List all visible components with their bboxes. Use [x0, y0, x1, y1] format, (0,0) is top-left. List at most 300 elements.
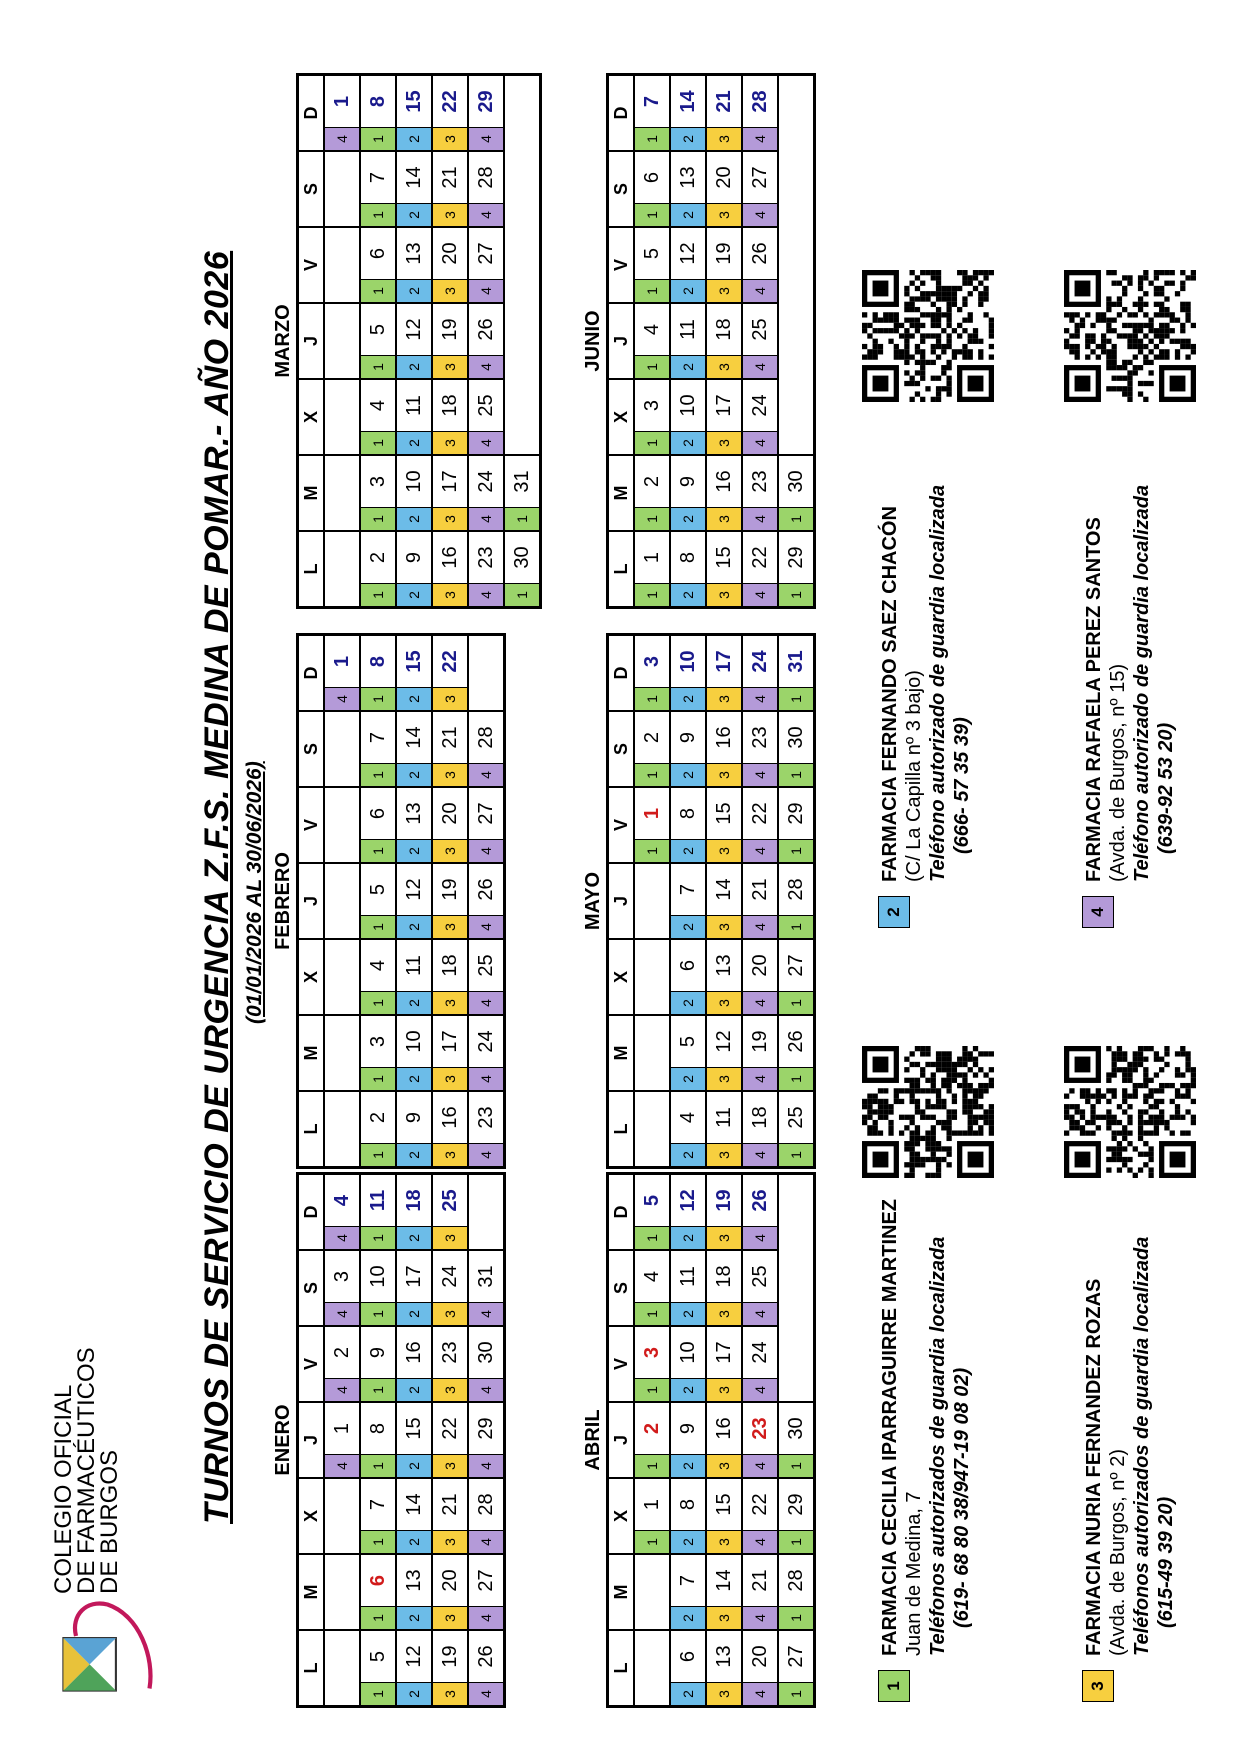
day-cell [742, 1174, 778, 1251]
org-line: DE FARMACÉUTICOS [73, 1347, 100, 1594]
turn-number: 4 [469, 1067, 503, 1090]
turn-number: 4 [469, 915, 503, 938]
pharmacy-name: FARMACIA NURIA FERNANDEZ ROZAS [1083, 1278, 1105, 1656]
day-number: 9 [676, 731, 699, 744]
day-cell [396, 531, 432, 608]
month-enero [270, 1172, 506, 1708]
day-cell [432, 455, 468, 531]
day-cell [360, 1402, 396, 1478]
day-number: 31 [784, 650, 807, 673]
day-cell [706, 863, 742, 939]
day-cell [432, 1478, 468, 1554]
day-cell [742, 455, 778, 531]
empty-cell [324, 863, 360, 939]
month-name: ABRIL [582, 1409, 604, 1471]
day-cell [396, 1554, 432, 1630]
day-number: 5 [640, 247, 663, 260]
day-cell [360, 787, 396, 863]
day-number: 3 [640, 655, 663, 668]
day-cell [634, 711, 670, 787]
turn-number: 3 [707, 1378, 741, 1401]
qr-code-pharmacy-3[interactable] [1064, 1046, 1196, 1178]
turn-number: 3 [433, 687, 467, 710]
day-number: 14 [402, 726, 425, 749]
day-number: 12 [402, 318, 425, 341]
turn-number: 3 [433, 279, 467, 302]
day-cell [360, 151, 396, 227]
day-number: 15 [712, 802, 735, 825]
turn-number: 2 [671, 1143, 705, 1166]
day-cell [432, 1091, 468, 1168]
weekday-header: S [298, 151, 325, 227]
turn-number: 1 [361, 1682, 395, 1705]
phone-label: Teléfonos autorizados de guardia localizada [927, 1236, 949, 1656]
day-cell [360, 939, 396, 1015]
day-number: 13 [402, 1569, 425, 1592]
month-mayo [580, 633, 816, 1169]
day-cell [360, 1326, 396, 1402]
empty-cell [324, 151, 360, 227]
turn-number: 1 [361, 1302, 395, 1325]
pharmacy-address: (Avda. de Burgos, nº 2) [1107, 1448, 1129, 1656]
day-cell [706, 1250, 742, 1326]
turn-number: 1 [635, 839, 669, 862]
qr-code-pharmacy-2[interactable] [862, 270, 994, 402]
day-cell [742, 531, 778, 608]
turn-number: 2 [397, 763, 431, 786]
day-number: 4 [366, 959, 389, 972]
month-name: FEBRERO [272, 852, 294, 950]
day-number: 8 [676, 807, 699, 820]
day-cell [742, 227, 778, 303]
day-number: 8 [366, 95, 389, 108]
turn-number: 2 [671, 279, 705, 302]
day-number: 2 [640, 1422, 663, 1435]
turn-number: 2 [397, 431, 431, 454]
day-number: 7 [366, 171, 389, 184]
day-cell [360, 379, 396, 455]
turn-number: 2 [397, 203, 431, 226]
day-number: 6 [366, 1574, 389, 1587]
day-cell [706, 1174, 742, 1251]
day-cell [634, 787, 670, 863]
turn-number: 1 [635, 1378, 669, 1401]
turn-badge-2: 2 [878, 896, 910, 928]
turn-number: 2 [397, 279, 431, 302]
turn-number: 4 [743, 1143, 777, 1166]
turn-number: 3 [433, 1530, 467, 1553]
day-cell [634, 151, 670, 227]
day-number: 22 [438, 650, 461, 673]
day-number: 11 [366, 1189, 389, 1212]
day-number: 25 [784, 1106, 807, 1129]
turn-number: 4 [325, 1378, 359, 1401]
day-cell [742, 787, 778, 863]
day-number: 10 [676, 394, 699, 417]
turn-number: 2 [397, 1143, 431, 1166]
day-number: 9 [402, 1111, 425, 1124]
day-cell [360, 1478, 396, 1554]
day-number: 16 [712, 726, 735, 749]
turn-number: 4 [469, 1143, 503, 1166]
day-number: 29 [474, 90, 497, 113]
day-number: 19 [712, 242, 735, 265]
day-cell [706, 227, 742, 303]
day-cell [360, 1630, 396, 1707]
weekday-header: X [298, 379, 325, 455]
day-cell [360, 1554, 396, 1630]
turn-number: 4 [743, 1378, 777, 1401]
turn-number: 3 [433, 507, 467, 530]
phone-label: Teléfono autorizado de guardia localizada [1131, 484, 1153, 882]
day-cell [778, 455, 815, 531]
month-name: MARZO [272, 304, 294, 378]
turn-number: 1 [635, 203, 669, 226]
day-number: 26 [748, 1189, 771, 1212]
day-cell [742, 1554, 778, 1630]
weekday-header: M [298, 1015, 325, 1091]
day-cell [706, 1554, 742, 1630]
qr-code-pharmacy-4[interactable] [1064, 270, 1196, 402]
empty-cell [634, 939, 670, 1015]
day-number: 19 [438, 1645, 461, 1668]
day-cell [634, 531, 670, 608]
empty-cell [324, 787, 360, 863]
day-number: 23 [748, 1417, 771, 1440]
day-number: 5 [676, 1035, 699, 1048]
day-number: 5 [640, 1194, 663, 1207]
day-cell [360, 1250, 396, 1326]
day-cell [432, 227, 468, 303]
day-cell [634, 303, 670, 379]
turn-number: 2 [397, 1606, 431, 1629]
day-number: 22 [748, 546, 771, 569]
day-cell [670, 635, 706, 712]
turn-number: 1 [635, 1454, 669, 1477]
day-number: 13 [712, 954, 735, 977]
day-cell [706, 711, 742, 787]
empty-cell [324, 303, 360, 379]
turn-number: 1 [635, 687, 669, 710]
empty-cell [504, 303, 541, 379]
day-cell [396, 75, 432, 152]
empty-cell [324, 1091, 360, 1168]
month-name: ENERO [272, 1404, 294, 1476]
day-number: 8 [366, 1422, 389, 1435]
turn-number: 3 [707, 355, 741, 378]
day-number: 7 [676, 1574, 699, 1587]
turn-number: 1 [505, 507, 539, 530]
turn-number: 3 [433, 1302, 467, 1325]
empty-cell [778, 151, 815, 227]
turn-number: 1 [361, 203, 395, 226]
day-cell [742, 635, 778, 712]
day-number: 28 [784, 878, 807, 901]
weekday-header: X [298, 939, 325, 1015]
day-cell [634, 635, 670, 712]
day-cell [670, 303, 706, 379]
turn-number: 2 [671, 1606, 705, 1629]
day-number: 6 [676, 959, 699, 972]
turn-number: 1 [361, 1378, 395, 1401]
weekday-header: J [608, 303, 635, 379]
day-number: 22 [438, 90, 461, 113]
day-cell [504, 455, 541, 531]
day-number: 21 [438, 166, 461, 189]
day-cell [670, 1174, 706, 1251]
day-cell [634, 75, 670, 152]
day-cell [360, 1174, 396, 1251]
phone-numbers: (615-49 39 20) [1155, 1496, 1177, 1628]
day-cell [468, 455, 504, 531]
day-cell [468, 531, 504, 608]
day-number: 24 [438, 1265, 461, 1288]
turn-number: 2 [671, 507, 705, 530]
day-cell [396, 1250, 432, 1326]
weekday-header: D [298, 635, 325, 712]
day-number: 25 [474, 394, 497, 417]
turn-number: 1 [361, 583, 395, 606]
phone-numbers: (666- 57 35 39) [951, 717, 973, 854]
day-cell [742, 151, 778, 227]
day-number: 18 [712, 318, 735, 341]
turn-number: 4 [469, 203, 503, 226]
month-febrero [270, 633, 506, 1169]
turn-number: 3 [707, 687, 741, 710]
day-number: 2 [330, 1346, 353, 1359]
day-number: 15 [402, 90, 425, 113]
day-number: 3 [330, 1270, 353, 1283]
turn-number: 4 [469, 1606, 503, 1629]
day-number: 20 [748, 954, 771, 977]
day-number: 9 [366, 1346, 389, 1359]
day-number: 7 [640, 95, 663, 108]
day-cell [706, 75, 742, 152]
day-cell [468, 227, 504, 303]
day-number: 28 [748, 90, 771, 113]
day-number: 18 [748, 1106, 771, 1129]
day-cell [468, 303, 504, 379]
day-number: 9 [676, 1422, 699, 1435]
day-cell [670, 1091, 706, 1168]
day-number: 17 [712, 1341, 735, 1364]
pharmacy-address: (Avda. de Burgos, nº 15) [1107, 663, 1129, 882]
day-cell [742, 863, 778, 939]
day-cell [324, 1326, 360, 1402]
org-line: COLEGIO OFICIAL [50, 1384, 77, 1594]
day-number: 26 [748, 242, 771, 265]
turn-number: 4 [325, 127, 359, 150]
day-number: 7 [366, 1498, 389, 1511]
day-number: 26 [474, 1645, 497, 1668]
day-number: 25 [474, 954, 497, 977]
day-cell [778, 1478, 815, 1554]
day-number: 23 [748, 470, 771, 493]
day-number: 24 [748, 394, 771, 417]
day-cell [396, 1174, 432, 1251]
day-number: 4 [640, 323, 663, 336]
day-cell [706, 1326, 742, 1402]
day-cell [670, 863, 706, 939]
turn-number: 2 [671, 355, 705, 378]
day-cell [670, 75, 706, 152]
day-number: 13 [402, 802, 425, 825]
turn-number: 1 [635, 431, 669, 454]
empty-cell [634, 1554, 670, 1630]
turn-number: 1 [779, 1682, 813, 1705]
day-cell [742, 379, 778, 455]
turn-number: 4 [743, 1606, 777, 1629]
turn-number: 4 [743, 203, 777, 226]
turn-number: 4 [325, 1302, 359, 1325]
month-calendar-table [606, 633, 816, 1169]
day-cell [432, 787, 468, 863]
weekday-header: M [608, 455, 635, 531]
day-number: 27 [784, 954, 807, 977]
turn-number: 4 [743, 1302, 777, 1325]
turn-number: 1 [361, 1606, 395, 1629]
day-cell [468, 379, 504, 455]
turn-number: 1 [361, 1226, 395, 1249]
weekday-header: X [608, 379, 635, 455]
turn-number: 3 [707, 1454, 741, 1477]
day-number: 6 [366, 807, 389, 820]
empty-cell [634, 863, 670, 939]
day-number: 28 [474, 1493, 497, 1516]
day-number: 20 [438, 1569, 461, 1592]
day-cell [778, 531, 815, 608]
month-junio [580, 73, 816, 609]
turn-number: 4 [743, 507, 777, 530]
turn-number: 2 [397, 839, 431, 862]
day-cell [432, 1630, 468, 1707]
day-number: 17 [712, 394, 735, 417]
turn-number: 3 [707, 279, 741, 302]
day-cell [706, 531, 742, 608]
day-number: 27 [474, 242, 497, 265]
day-number: 27 [748, 166, 771, 189]
turn-number: 4 [469, 1682, 503, 1705]
weekday-header: D [298, 1174, 325, 1251]
day-number: 20 [438, 802, 461, 825]
day-cell [360, 75, 396, 152]
turn-number: 4 [469, 763, 503, 786]
turn-number: 3 [707, 127, 741, 150]
turn-number: 4 [743, 915, 777, 938]
turn-number: 2 [397, 991, 431, 1014]
day-number: 19 [748, 1030, 771, 1053]
day-cell [706, 151, 742, 227]
empty-cell [468, 1174, 505, 1251]
month-calendar-table [296, 1172, 506, 1708]
turn-number: 2 [397, 355, 431, 378]
day-cell [706, 1402, 742, 1478]
day-cell [634, 1478, 670, 1554]
weekday-header: V [298, 1326, 325, 1402]
pharmacy-name: FARMACIA RAFAELA PEREZ SANTOS [1083, 517, 1105, 882]
turn-number: 3 [433, 583, 467, 606]
day-cell [468, 151, 504, 227]
day-number: 1 [640, 807, 663, 820]
day-cell [670, 151, 706, 227]
turn-number: 3 [433, 203, 467, 226]
day-cell [468, 787, 505, 863]
empty-cell [324, 1630, 360, 1707]
colegio-logo [55, 1594, 160, 1699]
day-cell [432, 863, 468, 939]
day-cell [706, 1630, 742, 1707]
day-number: 17 [438, 470, 461, 493]
turn-number: 4 [325, 1226, 359, 1249]
turn-number: 1 [361, 279, 395, 302]
turn-number: 1 [635, 763, 669, 786]
day-number: 10 [402, 1030, 425, 1053]
turn-number: 4 [743, 355, 777, 378]
turn-number: 4 [743, 127, 777, 150]
turn-number: 2 [397, 507, 431, 530]
day-number: 1 [640, 551, 663, 564]
day-number: 13 [712, 1645, 735, 1668]
day-number: 27 [474, 802, 497, 825]
day-cell [634, 1326, 670, 1402]
day-number: 8 [676, 1498, 699, 1511]
day-cell [634, 227, 670, 303]
empty-cell [634, 1015, 670, 1091]
day-number: 7 [676, 883, 699, 896]
day-cell [634, 1402, 670, 1478]
day-number: 17 [438, 1030, 461, 1053]
day-number: 7 [366, 731, 389, 744]
turn-number: 4 [325, 687, 359, 710]
turn-number: 1 [361, 991, 395, 1014]
day-number: 3 [366, 475, 389, 488]
day-cell [360, 531, 396, 608]
turn-number: 1 [779, 915, 813, 938]
empty-cell [324, 379, 360, 455]
day-number: 15 [402, 1417, 425, 1440]
day-cell [432, 303, 468, 379]
turn-number: 4 [743, 431, 777, 454]
day-cell [742, 1326, 778, 1402]
day-cell [670, 379, 706, 455]
weekday-header: L [608, 1091, 635, 1168]
day-cell [432, 939, 468, 1015]
qr-code-pharmacy-1[interactable] [862, 1046, 994, 1178]
turn-number: 4 [325, 1454, 359, 1477]
day-cell [706, 787, 742, 863]
day-cell [360, 711, 396, 787]
day-cell [468, 1326, 505, 1402]
day-cell [432, 1250, 468, 1326]
day-number: 11 [676, 319, 699, 340]
day-cell [360, 1091, 396, 1168]
day-number: 14 [712, 878, 735, 901]
turn-number: 1 [635, 1226, 669, 1249]
weekday-header: L [298, 531, 325, 608]
empty-cell [504, 75, 541, 152]
phone-label: Teléfonos autorizados de guardia localizada [1131, 1236, 1153, 1656]
turn-number: 4 [743, 279, 777, 302]
day-cell [742, 939, 778, 1015]
day-cell [360, 455, 396, 531]
day-number: 6 [366, 247, 389, 260]
turn-number: 3 [433, 991, 467, 1014]
turn-number: 2 [671, 203, 705, 226]
turn-number: 1 [779, 1454, 813, 1477]
day-number: 15 [712, 546, 735, 569]
day-cell [778, 635, 815, 712]
day-number: 5 [366, 323, 389, 336]
